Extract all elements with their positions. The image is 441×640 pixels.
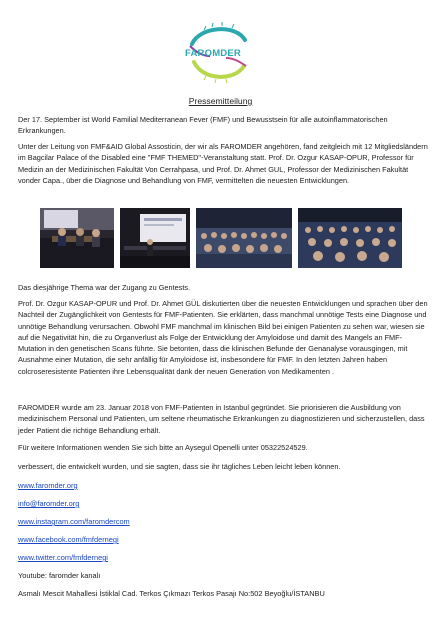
website-link[interactable]: www.faromder.org bbox=[18, 481, 78, 490]
facebook-link[interactable]: www.facebook.com/fmfdernegi bbox=[18, 535, 119, 544]
event-photo-speaker bbox=[120, 208, 190, 268]
faromder-paragraph: FAROMDER wurde am 23. Januar 2018 von FMF-Patienten in Istanbul gegründet. Sie priorisieren die Ausbildung von medizinischem Personal und Patienten, um seltene rheumatische Erkrankungen zu diagnostizieren und sicherzustellen, dass jeder Patient die richtige Behandlung erhält. bbox=[18, 403, 425, 435]
event-photo-audience bbox=[196, 208, 292, 268]
event-photo-audience-2 bbox=[298, 208, 402, 268]
email-link[interactable]: info@faromder.org bbox=[18, 499, 80, 508]
youtube-text: Youtube: faromder kanalı bbox=[18, 571, 101, 580]
twitter-link[interactable]: www.twitter.com/fmfdernegi bbox=[18, 553, 108, 562]
event-photo-panel bbox=[40, 208, 114, 268]
page-title: Pressemitteilung bbox=[188, 96, 253, 106]
address-text: Asmalı Mescit Mahallesi İstiklal Cad. Terkos Çıkmazı Terkos Pasajı No:502 Beyoğlu/İSTANBU bbox=[18, 589, 325, 598]
logo-wordmark: FAROMDER bbox=[185, 48, 241, 59]
event-paragraph: Unter der Leitung von FMF&AID Global Assosticin, der wir als FAROMDER angehören, fand zeitgleich mit 12 Mitgliedsländern im Bagcilar Palace of the Disabled eine "FMF THEMED"-Veranstaltung statt. Prof. Dr. Ozgur KASAP-OPUR, Professor für Medizin an der Medizinischen Fakultät Von Cerrahpasa, und Prof. Dr. Ahmet GUL, Professor der Medizinischen Fakultät vonder Capa., über die Diagnose und Behandlung von FMF, vermittelten die neuesten Entwicklungen. bbox=[18, 142, 428, 185]
contact-paragraph: Für weitere Informationen wenden Sie sich bitte an Aysegul Openelli unter 05322524529. bbox=[18, 443, 308, 452]
instagram-link[interactable]: www.instagram.com/faromdercom bbox=[18, 517, 130, 526]
discussion-paragraph: Prof. Dr. Ozgur KASAP-OPUR und Prof. Dr. Ahmet GÜL diskutierten über die neuesten Entwicklungen und sprachen über den Nachteil der Zugänglichkeit von Gentests für FMF-Patienten. Sie erklärten, dass manchmal unnötige Tests eine Diagnose und unnötige Behandlung verursachen. Obwohl FMF manchmal im klinischen Bild bei einigen Patienten zu sehen war, wiesen sie auf die Negativität hin, die zu Organverlust als Folge der Entwicklung der Amyloidose und damit des Mangels an FMF-Mutation in den genetischen Scans führte. Sie betonten, dass die klinischen Befunde der Genanalyse vorausgingen, mit Ausnahme einer Mutation, die sehr anfällig für Amyloidose ist, insbesondere für FMF. In den letzten Jahren haben colcroseresistente Patienten ihre Lebensqualität dank der neuen Generation von Medikamenten . bbox=[18, 299, 428, 376]
theme-paragraph: Das diesjährige Thema war der Zugang zu Gentests. bbox=[18, 283, 191, 292]
intro-paragraph: Der 17. September ist World Familial Mediterranean Fever (FMF) und Bewusstsein für alle autoinflammatorischen Erkrankungen. bbox=[18, 115, 388, 136]
closing-paragraph: verbessert, die entwickelt wurden, und sie sagten, dass sie ihr tägliches Leben leicht leben können. bbox=[18, 462, 341, 471]
faromder-logo bbox=[172, 22, 268, 92]
event-photo-strip bbox=[40, 208, 402, 268]
